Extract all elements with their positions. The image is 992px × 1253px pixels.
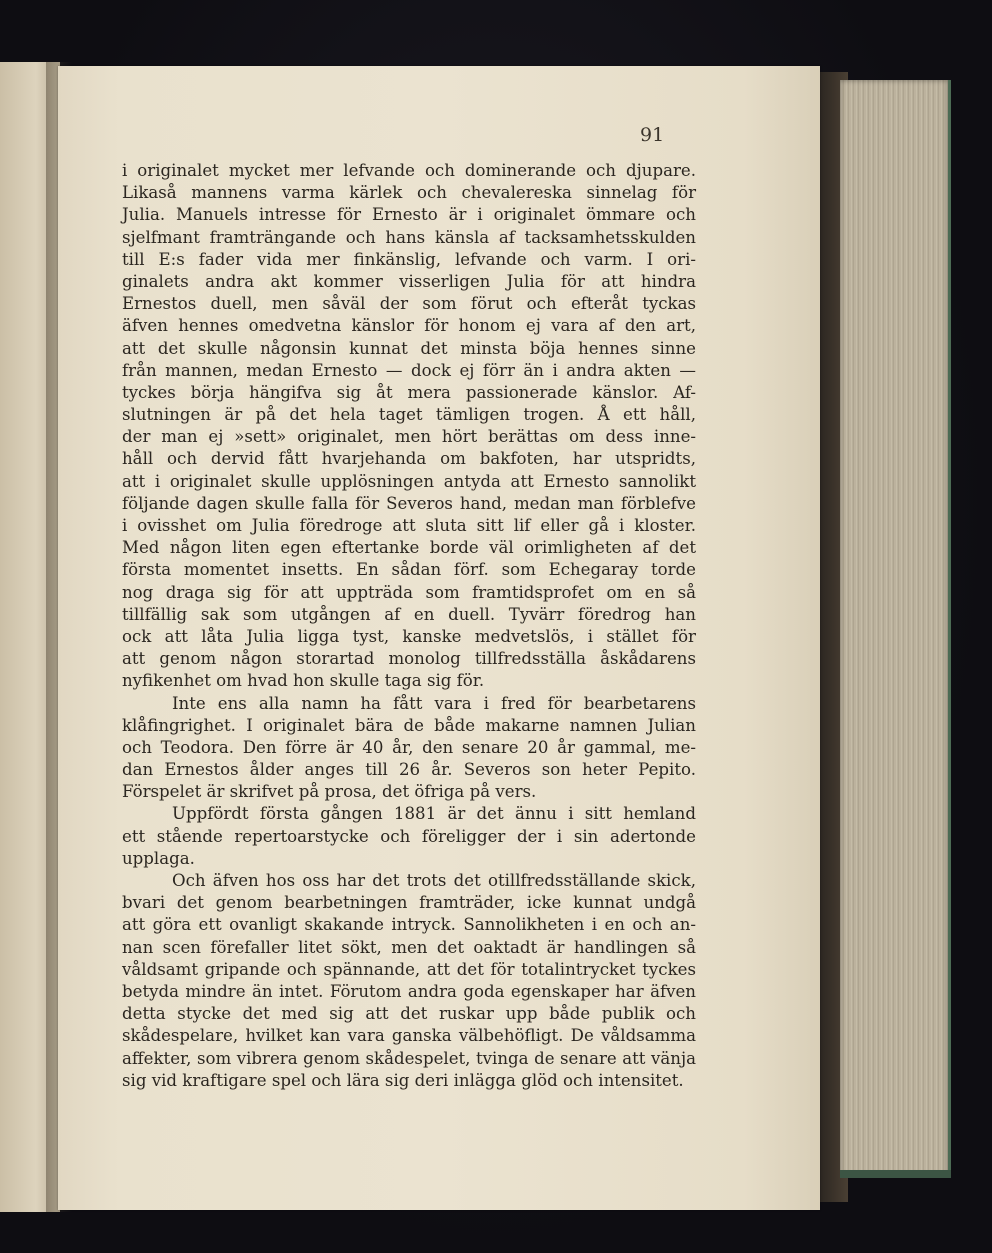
text-line: Uppfördt första gången 1881 är det ännu i sitt hemland bbox=[172, 804, 696, 824]
book-cover-edge bbox=[840, 1170, 951, 1178]
text-line: våldsamt gripande och spännande, att det för totalintrycket tyckes bbox=[122, 959, 696, 979]
text-line: Med någon liten egen eftertanke borde väl orimligheten af det bbox=[122, 538, 696, 558]
text-line: ock att låta Julia ligga tyst, kanske medvetslös, i stället för bbox=[122, 626, 696, 646]
text-line: tillfällig sak som utgången af en duell. Tyvärr föredrog han bbox=[122, 604, 696, 624]
text-line: Likaså mannens varma kärlek och chevalereska sinnelag för bbox=[122, 183, 696, 203]
text-line: att i originalet skulle upplösningen antyda att Ernesto sannolikt bbox=[122, 471, 696, 491]
page-text bbox=[122, 160, 696, 1092]
text-line: och Teodora. Den förre är 40 år, den senare 20 år gammal, me- bbox=[122, 737, 696, 757]
text-line: detta stycke det med sig att det ruskar upp både publik och bbox=[122, 1004, 696, 1024]
text-line: der man ej »sett» originalet, men hört berättas om dess inne- bbox=[122, 427, 696, 447]
page-number: 91 bbox=[640, 124, 665, 146]
text-line: till E:s fader vida mer finkänslig, lefvande och varm. I ori- bbox=[122, 249, 696, 269]
text-line: affekter, som vibrera genom skådespelet, tvinga de senare att vänja bbox=[122, 1048, 696, 1068]
text-line: upplaga. bbox=[122, 848, 195, 868]
text-line: slutningen är på det hela taget tämligen trogen. Å ett håll, bbox=[122, 405, 696, 425]
text-line: tyckes börja hängifva sig åt mera passionerade känslor. Af- bbox=[122, 382, 696, 402]
text-line: att göra ett ovanligt skakande intryck. Sannolikheten i en och an- bbox=[122, 915, 696, 935]
text-line: nog draga sig för att uppträda som framtidsprofet om en så bbox=[122, 582, 696, 602]
text-line: följande dagen skulle falla för Severos hand, medan man förblefve bbox=[122, 493, 696, 513]
text-line: nyfikenhet om hvad hon skulle taga sig för. bbox=[122, 671, 485, 691]
text-line: Inte ens alla namn ha fått vara i fred för bearbetarens bbox=[172, 693, 696, 713]
text-line: att genom någon storartad monolog tillfredsställa åskådarens bbox=[122, 649, 696, 669]
text-line: skådespelare, hvilket kan vara ganska välbehöfligt. De våldsamma bbox=[122, 1026, 696, 1046]
text-line: i originalet mycket mer lefvande och dominerande och djupare. bbox=[122, 161, 696, 180]
text-line: att det skulle någonsin kunnat det minsta böja hennes sinne bbox=[122, 338, 696, 358]
paragraph bbox=[122, 870, 696, 1092]
text-line: betyda mindre än intet. Förutom andra goda egenskaper har äfven bbox=[122, 981, 696, 1001]
text-line: sjelfmant framträngande och hans känsla af tacksamhetsskulden bbox=[122, 227, 696, 247]
text-line: från mannen, medan Ernesto — dock ej förr än i andra akten — bbox=[122, 360, 696, 380]
text-line: dan Ernestos ålder anges till 26 år. Severos son heter Pepito. bbox=[122, 760, 696, 780]
text-line: Och äfven hos oss har det trots det otillfredsställande skick, bbox=[172, 871, 696, 890]
text-line: första momentet insetts. En sådan förf. som Echegaray torde bbox=[122, 560, 696, 580]
text-line: bvari det genom bearbetningen framträder, icke kunnat undgå bbox=[122, 893, 696, 913]
text-line: Julia. Manuels intresse för Ernesto är i originalet ömmare och bbox=[122, 205, 696, 225]
text-line: äfven hennes omedvetna känslor för honom ej vara af den art, bbox=[122, 316, 696, 336]
paragraph bbox=[122, 693, 696, 804]
text-line: nan scen förefaller litet sökt, men det oaktadt är handlingen så bbox=[122, 937, 696, 957]
page-edges bbox=[840, 80, 951, 1176]
text-line: sig vid kraftigare spel och lära sig deri inlägga glöd och intensitet. bbox=[122, 1070, 684, 1090]
text-line: ett stående repertoarstycke och föreligger der i sin adertonde bbox=[122, 826, 696, 846]
paragraph bbox=[122, 160, 696, 693]
text-line: i ovisshet om Julia föredroge att sluta sitt lif eller gå i kloster. bbox=[122, 516, 696, 535]
text-line: klåfingrighet. I originalet bära de både makarne namnen Julian bbox=[122, 715, 696, 735]
paragraph bbox=[122, 803, 696, 870]
text-line: håll och dervid fått hvarjehanda om bakfoten, har utspridts, bbox=[122, 449, 696, 469]
text-line: ginalets andra akt kommer visserligen Julia för att hindra bbox=[122, 271, 696, 291]
text-line: Ernestos duell, men såväl der som förut och efteråt tyckas bbox=[122, 294, 696, 314]
text-line: Förspelet är skrifvet på prosa, det öfriga på vers. bbox=[122, 782, 537, 802]
